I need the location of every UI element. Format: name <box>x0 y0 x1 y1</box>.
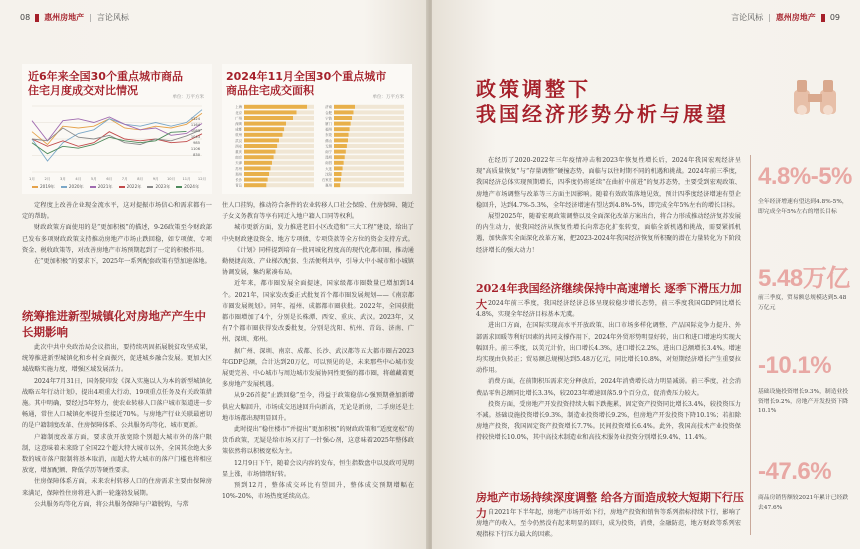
chart1-value-label: 1164 <box>190 123 200 127</box>
chart1-legend-item <box>32 184 55 190</box>
chart2-bar <box>334 144 347 148</box>
chart2-category-label: 南京 <box>235 155 242 160</box>
chart2-category-label: 广州 <box>235 116 242 121</box>
chart1-x-tick: 5月 <box>90 177 97 181</box>
chart2-bar-track <box>349 133 404 137</box>
chart1-x-tick: 6月 <box>106 177 113 181</box>
chart2-bar <box>244 150 276 154</box>
header-brand: 惠州房地产 <box>44 13 85 22</box>
paragraph: 2024年前三季度，我国经济经济总体呈现较稳步增长态势，前三季度我国GDP同比增长4.8%，实现全年经济目标基本无虞。 <box>476 300 741 319</box>
paragraph: 2024年7月31日，国务院印发《深入实施以人为本的新型城镇化战略五年行动计划》，提出4项重大行动、19项重点任务及有关政策措施。其中明确，要经过5年努力，使农业转移人口落户城市渠道进一步畅通，常住人口城镇化率提升至接近70%。与房地产行业关联最密切的是户籍制度改革、住房保障体系、公共服务均等化、城市更新。 <box>22 377 212 430</box>
chart2-category-label: 西安 <box>235 144 242 149</box>
binoculars-icon <box>790 76 840 118</box>
paragraph: 住人口挂钩，推动符合条件的农业转移人口社会保险、住房保障、随迁子女义务教育等享有同迁入地户籍人口同等权利。 <box>222 202 414 221</box>
chart2-bar-track <box>272 161 314 165</box>
chart2-bar-track <box>346 150 404 154</box>
paragraph: 《计划》同样提到培育一批同城化程度高的现代化都市圈，推动通勤便捷高效、产业梯次配套、生活便利共享，引导大中小城市和小城镇协调发展，集约紧凑布局。 <box>222 246 414 277</box>
header-section: 言论风标 <box>731 13 764 22</box>
header-separator: | <box>89 13 92 22</box>
page-number: 08 <box>20 13 31 22</box>
chart2-bar <box>334 116 352 120</box>
chart2-category-label: 惠州 <box>325 183 332 188</box>
legend-swatch-icon <box>61 186 67 188</box>
chart1-title-line1: 近6年来全国30个重点城市商品 <box>28 70 183 83</box>
left-header <box>20 12 129 23</box>
chart1-legend <box>32 184 199 190</box>
stat-sales-note: 商品房销售额较2021年累计已经跌去47.6% <box>758 495 849 511</box>
right-subhead-2: 房地产市场持续深度调整 给各方面造成较大短期下行压力 <box>476 491 744 520</box>
chart2-category-label: 宁波 <box>325 116 332 121</box>
paragraph: 投资方面，受房地产开发投资持续大幅下跌拖累，固定资产投资同比增长3.4%，较投资压力不减。基础设施投资增长9.3%，制造业投资增长9.2%，但房地产开发投资下降10.1%；若扣除房地产投资，我国固定资产投资增长7.7%。民间投资增长6.4%。此外，我国高技术产业投资保持较快增长10.0%，其中高技术制造业和高技术服务业投资分别增长9.4%、11.4%。 <box>476 400 741 442</box>
chart2-bar <box>244 166 271 170</box>
stat-investment: -10.1% <box>758 352 832 379</box>
chart2-bar-track <box>297 110 315 114</box>
chart2-bar <box>334 127 350 131</box>
stat-investment-note: 基础设施投资增长9.3%，制造业投资增长9.2%，房地产开发投资下降10.1% <box>758 389 849 414</box>
paragraph: 在“更加积极”的要求下，2025年一系列配套政策有望加速落地。 <box>34 258 211 266</box>
right-subhead-1: 2024年我国经济继续保持中高速增长 逐季下滑压力加大 <box>476 282 742 311</box>
chart2-bar-track <box>352 116 404 120</box>
paragraph: 预到12月，整体成交环比有望回升，整体成交预期增幅在10%-20%，市场热度延续高点。 <box>222 482 414 501</box>
chart1-x-tick: 11月 <box>182 177 191 181</box>
header-brand: 惠州房地产 <box>775 13 816 22</box>
chart2-bar <box>244 116 293 120</box>
chart2-category-label: 厦门 <box>325 122 332 126</box>
chart1-series-line <box>32 117 202 141</box>
chart2-bar-track <box>342 172 404 176</box>
legend-swatch-icon <box>32 186 38 188</box>
chart2-bar-track <box>286 122 314 126</box>
chart2-category-label: 大连 <box>325 166 332 171</box>
chart2-bar-track <box>276 150 315 154</box>
chart2-category-label: 青岛 <box>235 183 242 188</box>
paragraph: 公共服务均等化方面，将公共服务保障与户籍脱钩，与常 <box>34 500 189 508</box>
chart2-bar-track <box>354 110 404 114</box>
chart2-bar <box>334 138 348 142</box>
chart2-category-label: 上海 <box>235 105 242 110</box>
chart2-svg <box>228 102 406 190</box>
left-column1-bottom <box>22 342 212 510</box>
chart2-bar-track <box>266 183 314 187</box>
chart2-bar <box>244 105 307 109</box>
chart2-bar <box>334 166 343 170</box>
legend-swatch-icon <box>119 186 125 188</box>
stat-growth: 4.8%-5% <box>758 163 852 190</box>
chart2-bar <box>334 155 345 159</box>
header-bar-icon <box>821 14 825 22</box>
chart2-category-label: 佛山 <box>325 138 332 143</box>
right-section2 <box>476 507 741 541</box>
chart2-bar-track <box>355 105 404 109</box>
chart1-x-tick: 7月 <box>121 177 128 181</box>
chart1-svg <box>28 102 206 182</box>
chart2-bar-track <box>277 144 314 148</box>
chart2-bar <box>244 172 269 176</box>
article-title-line1: 政策调整下 <box>476 77 591 101</box>
chart1-x-tick: 10月 <box>167 177 176 181</box>
chart2-category-label: 苏州 <box>235 166 242 171</box>
paragraph: 在经历了2020-2022年三年疫情冲击和2023年恢复性增长后，2024年我国宏观经济呈现“高质量恢复”与“存量调整”硬撞态势，面临与以往时期不同的机遇和挑战。2024年前三季度，我国经济总体实现预期增长，四季度仍将延续“在曲折中前进”的复苏态势，主要受到宏观政策、房地产市场调整与改革等三方面主因影响。随着有效政策落地见效，预计四季度经济增速有望企稳回升，达到4.7%-5.3%，全年经济增速有望达到4.8%-5%，即完成全年5%左右的增长目标。 <box>476 157 741 209</box>
chart2-category-label: 福州 <box>325 127 332 132</box>
chart-cities-card <box>222 64 412 194</box>
chart2-bar-track <box>269 172 314 176</box>
left-subhead: 统筹推进新型城镇化对房地产产生中长期影响 <box>22 309 206 339</box>
paragraph: 此时提出“稳住楼市”并提出“更加积极”的财政政策和“适度宽松”的货币政策，无疑是给市场又打了一针强心剂，这意味着2025年整体政策依然将以积极宽松为主。 <box>222 426 414 456</box>
chart2-bar <box>244 178 268 182</box>
chart1-title-line2: 住宅月度成交对比情况 <box>28 84 138 97</box>
legend-label: 2022年 <box>126 184 142 189</box>
chart2-category-label: 重庆 <box>235 150 242 154</box>
legend-label: 2021年 <box>97 184 113 189</box>
chart2-bar-track <box>268 178 314 182</box>
right-header <box>731 12 840 23</box>
chart2-bar <box>244 127 284 131</box>
chart2-category-label: 南宁 <box>325 150 332 154</box>
chart2-bar <box>334 133 349 137</box>
chart2-category-label: 深圳 <box>235 122 242 126</box>
chart2-bar <box>244 122 286 126</box>
chart2-bar-track <box>344 161 404 165</box>
legend-label: 2020年 <box>68 184 84 189</box>
paragraph: 进出口方面，在国际实现高水平开放政策、出口市场多样化调整、产品国际竞争力提升、外部需求回暖等利好因素的共同支撑作用下，2024年外贸形势明显好转，出口和进口增速均实现大幅回升。前三季度，以美元计价，出口增长4.3%，进口增长2.2%，进出口总额增长3.4%。增速均实现由负转正；贸易额总规模达到5.48万亿元，同比增长10.8%，对短期经济增长产生重要拉动作用。 <box>476 322 741 375</box>
stat-sales: -47.6% <box>758 458 832 485</box>
paragraph: 据广州、深圳、南京、成都、长沙、武汉都等五大都市圈占2023年GDP总额，合计达到20万亿，可以预见的是，未来那些中心城市发展更完善、中心城市与周边城市发展协同性更强的都市圈，将蕴藏着更多房地产发展机遇。 <box>222 347 414 389</box>
chart2-bar-track <box>348 138 404 142</box>
stat-growth-note: 全年经济增速有望达到4.8%-5%，即完成全年5%左右的增长目标 <box>758 199 848 215</box>
chart2-category-label: 杭州 <box>235 133 242 138</box>
chart2-bar-track <box>284 127 314 131</box>
paragraph: 此次中共中央政治局会议指出，要持续巩固拓展脱贫攻坚成果，统筹推进新型城镇化和乡村全面振兴，促进城乡融合发展。更加大区域战略实施力度，增强区域发展活力。 <box>22 344 212 374</box>
left-column1-top <box>22 200 212 267</box>
chart2-category-label: 石家庄 <box>321 178 332 182</box>
chart2-bar-track <box>274 155 314 159</box>
chart2-bar <box>244 161 272 165</box>
article-title-line2: 我国经济形势分析与展望 <box>476 102 729 126</box>
chart2-category-label: 长沙 <box>235 178 242 182</box>
left-page <box>0 0 428 549</box>
chart2-category-label: 郑州 <box>235 172 242 177</box>
chart-monthly-card <box>22 64 212 194</box>
chart2-bar <box>244 155 274 159</box>
chart2-title <box>226 70 386 98</box>
legend-swatch-icon <box>90 186 96 188</box>
chart2-bar-track <box>283 133 315 137</box>
legend-swatch-icon <box>176 186 182 188</box>
chart1-x-tick: 4月 <box>75 177 82 181</box>
chart1-x-tick: 3月 <box>59 177 66 181</box>
chart2-category-label: 成都 <box>235 127 242 132</box>
right-intro <box>476 155 741 256</box>
chart1-legend-item <box>90 184 113 190</box>
chart2-bar-track <box>351 122 404 126</box>
left-column2 <box>222 200 414 502</box>
chart1-value-label: 985 <box>193 141 200 145</box>
stat-trade-note: 前三季度，贸易额总规模达到5.48万亿元 <box>758 295 847 311</box>
chart2-bar-track <box>347 144 404 148</box>
chart1-value-label: 1324 <box>190 117 200 121</box>
paragraph: 12月9日下午，随着会议内容的发布，恒生指数盘中以及政可见明显上涨，市场情绪好转。 <box>222 459 414 478</box>
chart1-value-label: 1043 <box>190 135 200 139</box>
chart2-bar-track <box>279 138 314 142</box>
header-separator: | <box>768 13 771 22</box>
page-number: 09 <box>829 13 840 22</box>
chart2-bar <box>334 105 355 109</box>
chart2-bar-track <box>350 127 404 131</box>
chart2-title-line2: 商品住宅成交面积 <box>226 84 314 97</box>
chart2-bar <box>244 110 297 114</box>
paragraph: 住房保障体系方面，未来农村转移人口的住房需求主要由保障房来满足，保障性住房将进入新一轮蓬勃发展期。 <box>22 478 212 497</box>
chart2-bar <box>334 110 354 114</box>
paragraph: 财政政策方面使用的是“更加积极”的描述，9-26政策至今财政部已发布多项财政政策支持推动房地产市场止跌回稳，如专项债、专项资金、税收政策等，对改善房地产市场预期起到了一定的积极作用。 <box>22 224 212 254</box>
chart2-category-label: 东莞 <box>325 133 332 138</box>
stat-trade: 5.48万亿 <box>758 265 850 292</box>
chart2-category-label: 天津 <box>235 161 242 166</box>
chart2-bar <box>334 161 344 165</box>
legend-label: 2023年 <box>155 184 171 189</box>
header-bar-icon <box>35 14 39 22</box>
chart1-x-tick: 12月 <box>197 177 206 181</box>
chart2-title-line1: 2024年11月全国30个重点城市 <box>226 70 387 83</box>
chart1-title <box>28 70 183 98</box>
paragraph: 消费方面，在前期积压需求充分释放后，2024年消费增长动力明显减弱。前三季度，社会消费品零售总额同比增长3.3%，较2023年增速回落5.9个百分点，促消费压力较大。 <box>476 378 741 397</box>
chart2-bar <box>244 133 283 137</box>
chart2-category-label: 昆明 <box>325 155 332 160</box>
chart2-category-label: 武汉 <box>235 138 242 143</box>
chart2-bar <box>244 183 266 187</box>
chart2-category-label: 合肥 <box>325 110 332 115</box>
chart2-category-label: 沈阳 <box>325 172 332 177</box>
chart2-bar-track <box>341 178 404 182</box>
chart2-category-label: 济南 <box>325 105 332 110</box>
chart2-bar <box>334 122 351 126</box>
paragraph: 展望2025年，随着宏观政策调整以及全面深化改革方案出台，将合力形成推动经济复苏发展的内生动力，使我国经济从恢复性增长向常态化扩张转变，面临全新机遇和挑战，需要紧抓机遇，加快落实全面深化改革方案，把2023-2024年我国经济恢复所积聚的潜在力量转化为下阶段经济增长的强大动力！ <box>476 213 741 254</box>
paragraph: 自2021年下半年起，房地产市场开始下行，房地产投资和销售等系列指标持续下行，影响了房地产的收入，至今仍然没有起来明显的回归，成为投资，消费，金融防范，地方财政等系列宏观指标下行压力最大的因素。 <box>476 509 741 539</box>
chart2-bar <box>334 150 346 154</box>
chart2-bar <box>334 183 340 187</box>
chart1-unit: 单位：万平方米 <box>172 95 204 100</box>
paragraph: 城市更新方面，发力推进老旧小区改造和“三大工程”建设，给出了中央财政建设资金、地方专项债、专项贷款等全方位的资金支持方式。 <box>222 224 414 243</box>
legend-label: 2019年 <box>40 184 55 189</box>
chart1-value-label: 1106 <box>190 147 200 151</box>
chart1-x-tick: 2月 <box>44 177 51 181</box>
chart2-bar-track <box>345 155 404 159</box>
chart1-x-tick: 1月 <box>29 177 35 181</box>
chart2-bar <box>334 172 342 176</box>
chart1-legend-item <box>61 184 84 190</box>
sidebar-divider <box>750 155 751 535</box>
chart1-x-tick: 8月 <box>137 177 144 181</box>
chart1-value-label: 830 <box>193 153 200 157</box>
chart1-series-line <box>32 113 202 144</box>
paragraph: 定程度上改善企业现金流水平，这对提振市场信心和需求都有一定的帮助。 <box>22 202 212 221</box>
chart2-category-label: 无锡 <box>325 144 332 149</box>
paragraph: 近年来，都市圈发展全面提速，国家级都市圈数量已增加到14个。2021年，国家发改委正式批复首个都市圈发展规划——《南京都市圈发展规划》。同年，福州、成都都市圈获批。2022年，全国获批都市圈增加了4个，分别是长株潭、西安、重庆、武汉。2023年，又有7个都市圈获得发改委批复，分别是沈阳、杭州、青岛、济南、广州、深圳、郑州。 <box>222 280 414 344</box>
chart2-category-label: 南昌 <box>325 161 332 166</box>
paragraph: 户籍制度改革方面，要求放开放宽除个别超大城市外的落户限制，这意味着未来除了全国22个超大特大城市以外，全国其余绝大多数的城市落户限制将基本取消，而超大特大城市的落户门槛也将相应放宽，增加配额、降低学历等硬性要求。 <box>22 433 212 475</box>
chart2-bar-track <box>343 166 404 170</box>
chart2-category-label: 北京 <box>235 110 242 115</box>
chart2-bar-track <box>271 166 314 170</box>
chart1-value-label: 1083 <box>190 129 200 133</box>
legend-swatch-icon <box>147 186 153 188</box>
header-section: 言论风标 <box>96 13 129 22</box>
chart2-unit: 单位：万平方米 <box>372 95 404 100</box>
chart2-bar-track <box>340 183 404 187</box>
chart1-legend-item <box>119 184 142 190</box>
chart2-bar-track <box>307 105 314 109</box>
chart1-legend-item <box>176 184 199 190</box>
chart2-bar <box>244 138 279 142</box>
chart1-x-tick: 9月 <box>152 177 159 181</box>
right-section1 <box>476 298 741 444</box>
chart2-bar <box>244 144 277 148</box>
chart1-legend-item <box>147 184 170 190</box>
chart2-bar <box>334 178 341 182</box>
paragraph: 从9·26首提“止跌回稳”至今，得益于政策稳信心强预期叠加新增供应大幅回升，市场成交迅速回升向新高，无论是新房，二手房还是土地市场都出现明显回升。 <box>222 392 414 422</box>
chart2-bar-track <box>293 116 314 120</box>
legend-label: 2024年 <box>184 184 200 189</box>
